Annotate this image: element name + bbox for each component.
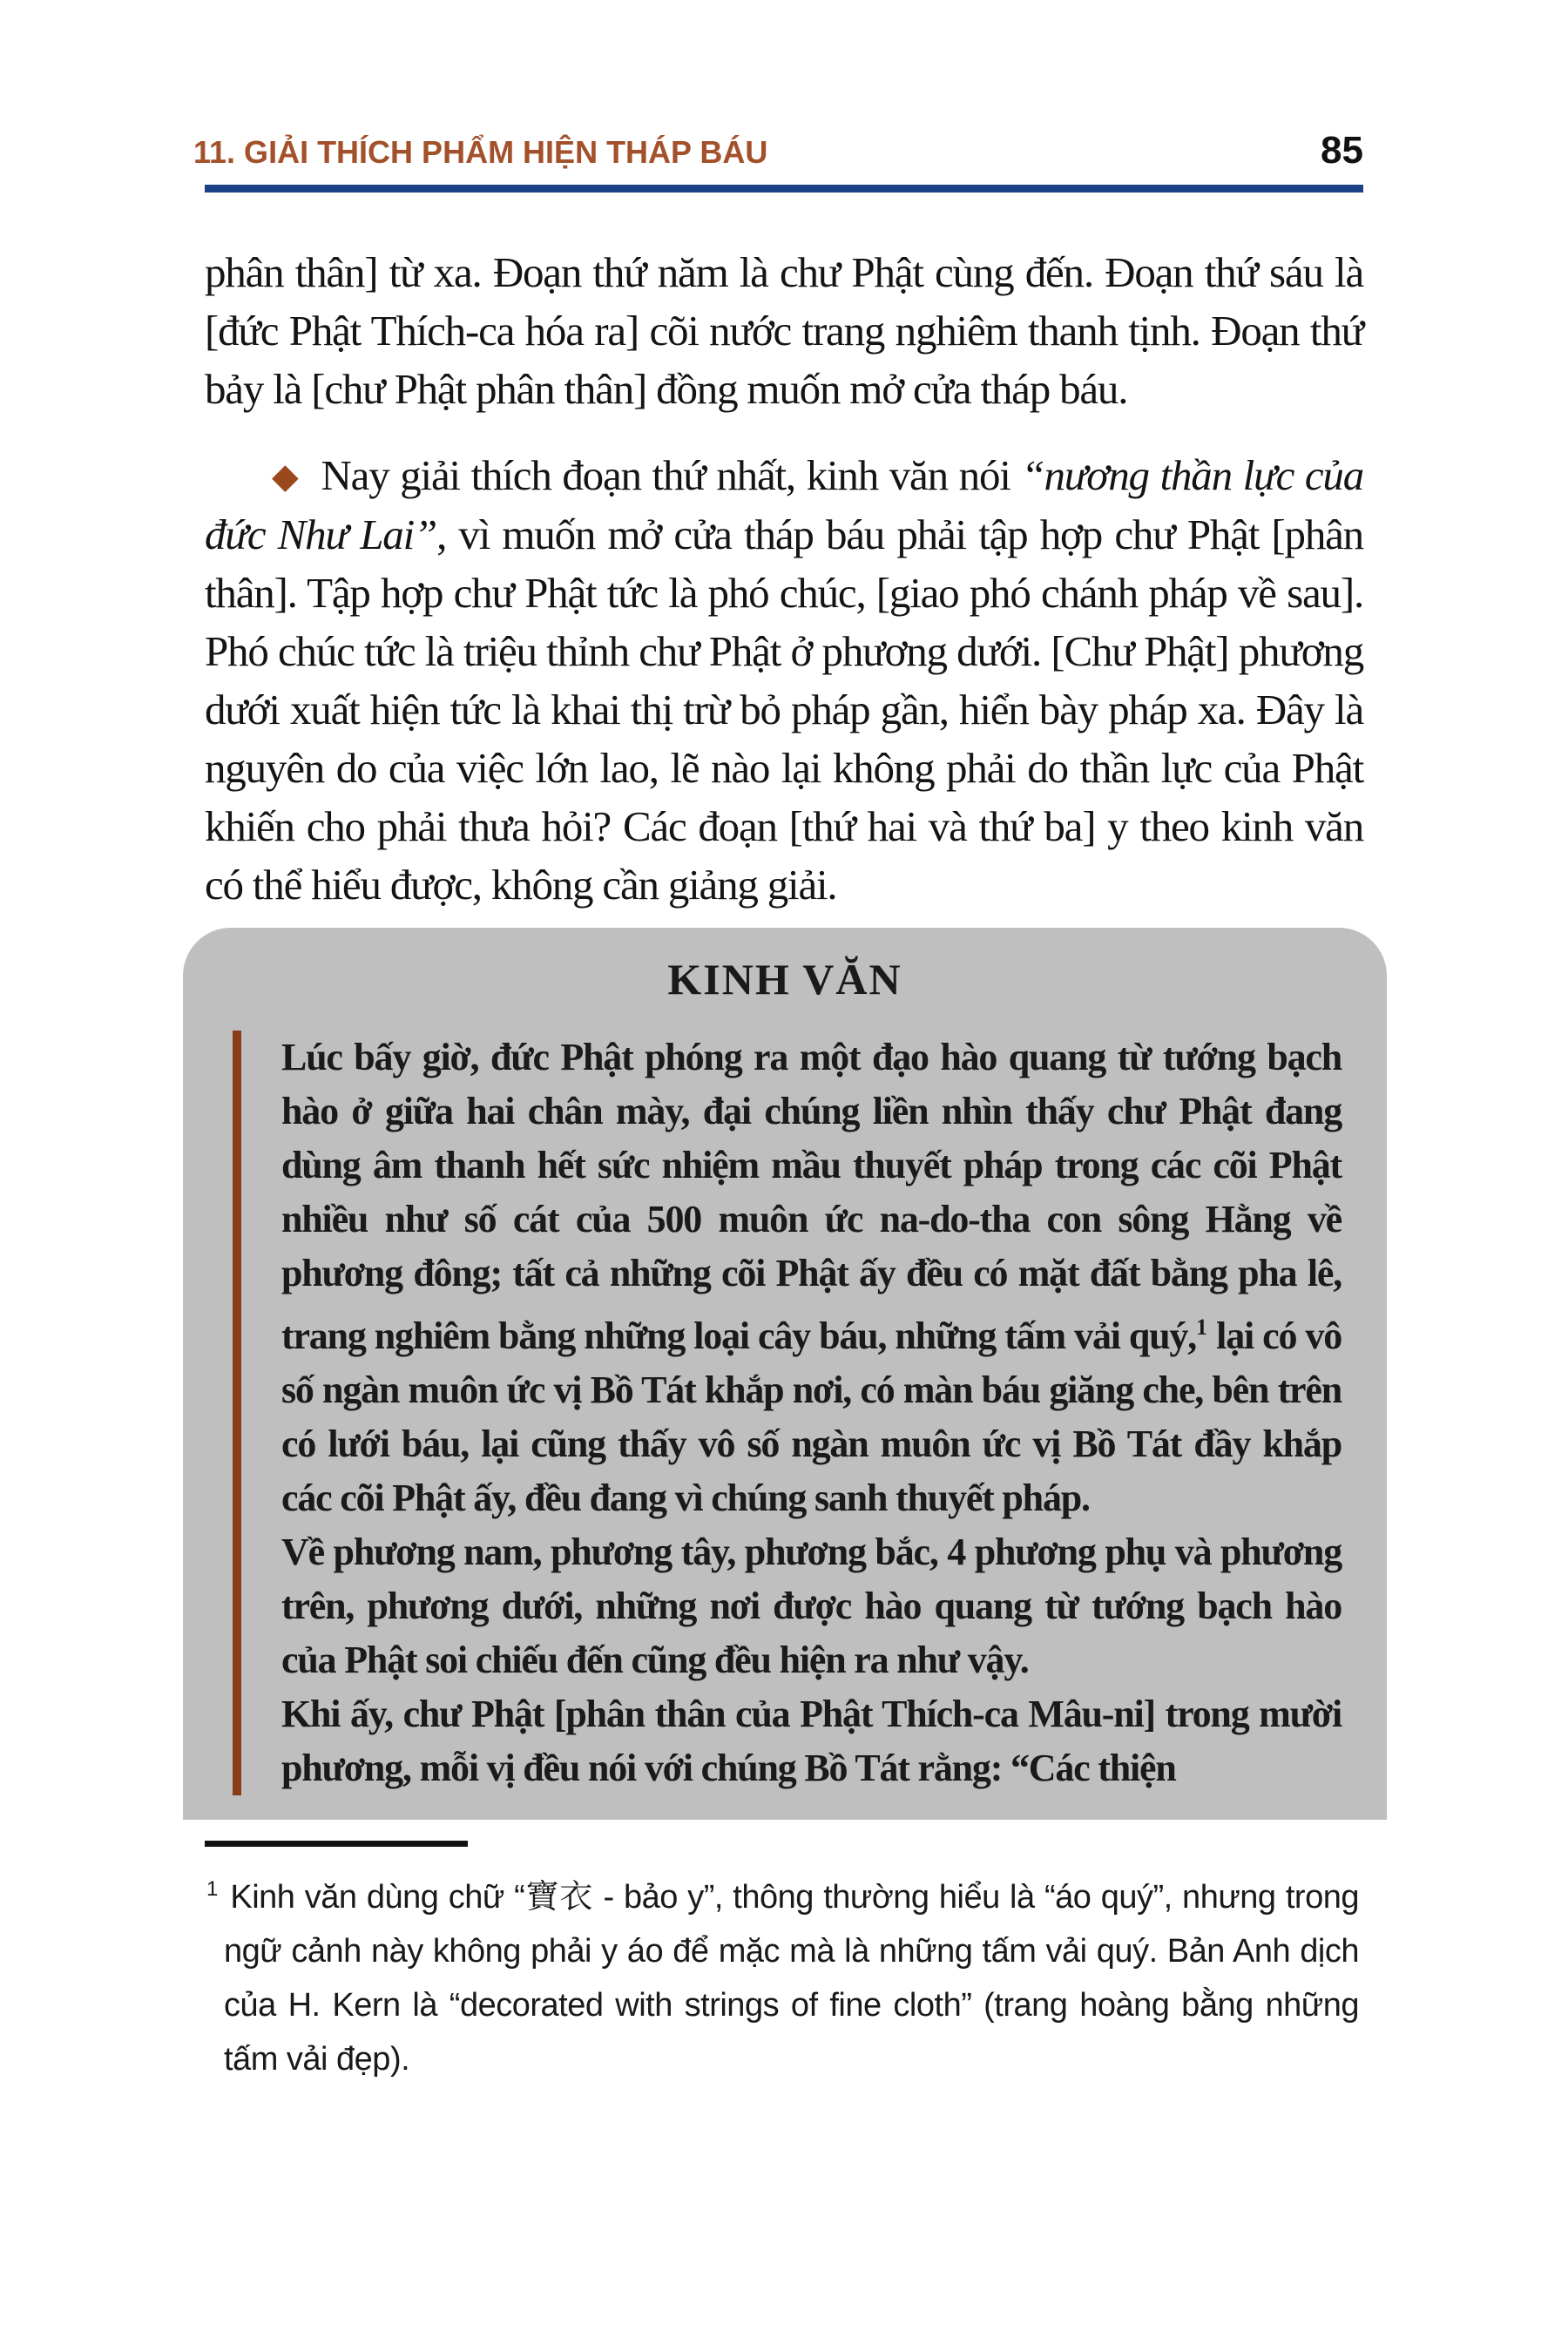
sutra-text-post: lại có vô số ngàn muôn ức vị Bồ Tát khắp nơi, có màn báu giăng che, bên trên có lưới báu, lại cũng thấy vô số ngàn muôn ức vị Bồ Tát đầy khắp các cõi Phật ấy, đều đang vì chúng sanh thuyết pháp. [281, 1315, 1342, 1519]
header-rule [205, 185, 1363, 193]
commentary-paragraph-continuation: phân thân] từ xa. Đoạn thứ năm là chư Phật cùng đến. Đoạn thứ sáu là [đức Phật Thích-ca hóa ra] cõi nước trang nghiêm thanh tịnh. Đoạn thứ bảy là [chư Phật phân thân] đồng muốn mở cửa tháp báu. [205, 248, 1363, 413]
commentary-text-pre: Nay giải thích đoạn thứ nhất, kinh văn nói [321, 451, 1022, 499]
sutra-paragraph-2: Về phương nam, phương tây, phương bắc, 4 phương phụ và phương trên, phương dưới, những nơi được hào quang từ tướng bạch hào của Phật soi chiếu đến cũng đều hiện ra như vậy. [281, 1531, 1342, 1681]
sutra-text-pre: Lúc bấy giờ, đức Phật phóng ra một đạo hào quang từ tướng bạch hào ở giữa hai chân mày, đại chúng liền nhìn thấy chư Phật đang dùng âm thanh hết sức nhiệm mầu thuyết pháp trong các cõi Phật nhiều như số cát của 500 muôn ức na-do-tha con sông Hằng về phương đông; tất cả những cõi Phật ấy đều có mặt đất bằng pha lê, trang nghiêm bằng những loại cây báu, những tấm vải quý, [281, 1036, 1342, 1357]
sutra-paragraph-3: Khi ấy, chư Phật [phân thân của Phật Thích-ca Mâu-ni] trong mười phương, mỗi vị đều nói với chúng Bồ Tát rằng: “Các thiện [281, 1693, 1342, 1789]
page-number: 85 [1321, 129, 1363, 172]
sutra-paragraph-1 [281, 1031, 1342, 1525]
footnote-text: Kinh văn dùng chữ “寶衣 - bảo y”, thông thường hiểu là “áo quý”, nhưng trong ngữ cảnh này không phải y áo để mặc mà là những tấm vải quý. Bản Anh dịch của H. Kern là “decorated with strings of fine cloth” (trang hoàng bằng những tấm vải đẹp). [224, 1879, 1359, 2078]
chapter-title: 11. GIẢI THÍCH PHẨM HIỆN THÁP BÁU [193, 134, 768, 170]
running-header [193, 129, 1363, 172]
sutra-quote-block [233, 1031, 1342, 1795]
sutra-citation-italic: “nương thần lực của đức Như Lai” [205, 451, 1363, 558]
footnote-reference-1: 1 [1196, 1315, 1208, 1340]
footnote [206, 1862, 1359, 2086]
kinh-van-heading: KINH VĂN [667, 955, 902, 1004]
commentary-text-post: , vì muốn mở cửa tháp báu phải tập hợp chư Phật [phân thân]. Tập hợp chư Phật tức là phó chúc, [giao phó chánh pháp về sau]. Phó chúc tức là triệu thỉnh chư Phật ở phương dưới. [Chư Phật] phương dưới xuất hiện tức là khai thị trừ bỏ pháp gần, hiển bày pháp xa. Đây là nguyên do của việc lớn lao, lẽ nào lại không phải do thần lực của Phật khiến cho phải thưa hỏi? Các đoạn [thứ hai và thứ ba] y theo kinh văn có thể hiểu được, không cần giảng giải. [205, 510, 1363, 909]
footnote-separator [205, 1841, 468, 1847]
commentary-section [205, 243, 1363, 914]
kinh-van-box [183, 928, 1387, 1820]
commentary-paragraph [205, 446, 1363, 914]
diamond-bullet-icon: ◆ [272, 456, 301, 496]
footnote-marker: 1 [206, 1877, 219, 1901]
